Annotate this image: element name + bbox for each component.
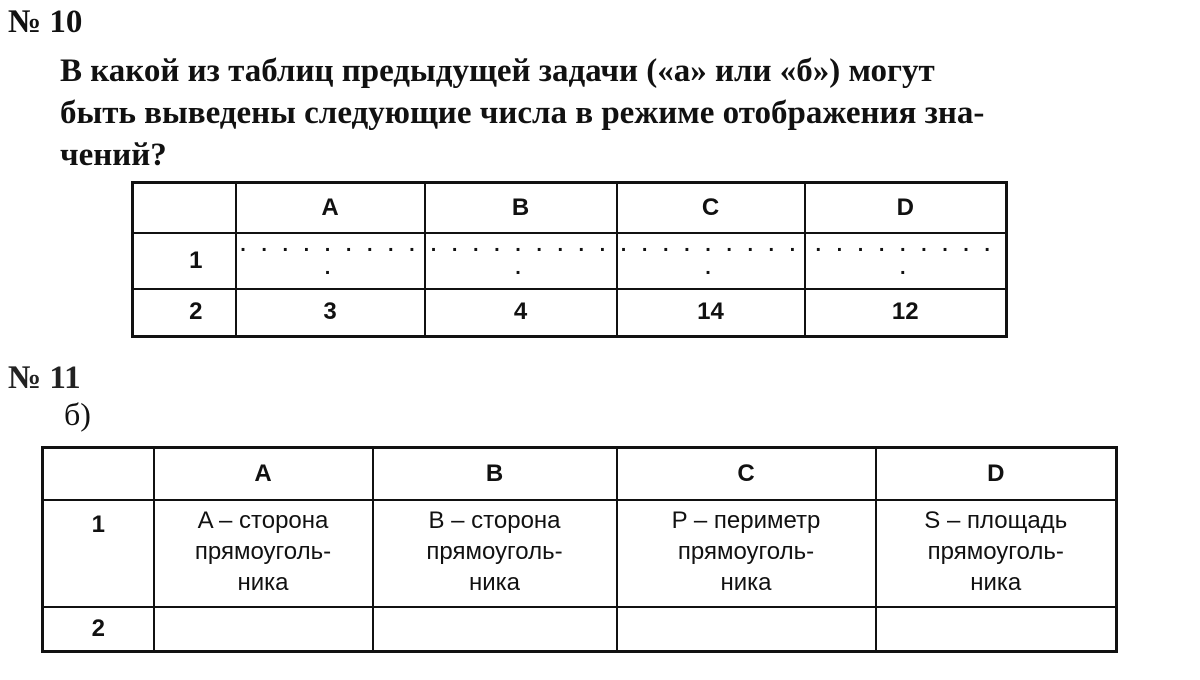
table-row: [43, 607, 1117, 652]
value-cell: 3: [236, 289, 425, 337]
description-cell-d: [876, 500, 1117, 607]
corner-cell: [133, 183, 236, 233]
column-header-a: A: [154, 448, 373, 500]
cell-line: прямоуголь-: [194, 537, 332, 565]
cell-line: P – периметр: [671, 506, 821, 534]
empty-cell: [876, 607, 1117, 652]
column-header-c: C: [617, 183, 805, 233]
row-label: 2: [43, 607, 154, 652]
problem-text-line: быть выведены следующие числа в режиме отображения зна-: [60, 95, 985, 131]
next-problem-number: № 11: [8, 360, 81, 396]
cell-line: ника: [237, 568, 289, 596]
description-cell-a: [154, 500, 373, 607]
empty-cell: [154, 607, 373, 652]
row-label: 1: [133, 233, 236, 289]
problem-text-line: В какой из таблиц предыдущей задачи («а» или «б») могут: [60, 53, 935, 89]
cell-line: ника: [970, 568, 1022, 596]
placeholder-cell: . . . . . . . . . .: [236, 233, 425, 289]
row-label: 1: [43, 500, 154, 607]
table-header-row: [43, 448, 1117, 500]
column-header-d: D: [805, 183, 1007, 233]
cell-line: A – сторона: [197, 506, 329, 534]
problem-text: [60, 50, 1180, 176]
description-cell-c: [617, 500, 876, 607]
variant-label: б): [64, 396, 91, 432]
column-header-a: A: [236, 183, 425, 233]
placeholder-cell: . . . . . . . . . .: [617, 233, 805, 289]
column-header-d: D: [876, 448, 1117, 500]
cell-line: ника: [720, 568, 772, 596]
cell-line: прямоуголь-: [677, 537, 815, 565]
cell-line: прямоуголь-: [927, 537, 1064, 565]
value-cell: 12: [805, 289, 1007, 337]
empty-cell: [373, 607, 617, 652]
description-cell-b: [373, 500, 617, 607]
value-cell: 4: [425, 289, 617, 337]
problem-number: № 10: [8, 4, 83, 40]
next-problem-heading-cutoff: [8, 360, 208, 396]
value-cell: 14: [617, 289, 805, 337]
column-header-b: B: [373, 448, 617, 500]
column-header-b: B: [425, 183, 617, 233]
placeholder-cell: . . . . . . . . . .: [805, 233, 1007, 289]
cell-line: ника: [468, 568, 521, 596]
cell-line: B – сторона: [428, 506, 561, 534]
cell-line: S – площадь: [924, 506, 1068, 534]
table-row: [43, 500, 1117, 607]
cell-line: прямоуголь-: [426, 537, 563, 565]
empty-cell: [617, 607, 876, 652]
row-label: 2: [133, 289, 236, 337]
table-row: [133, 289, 1007, 337]
placeholder-cell: . . . . . . . . . .: [425, 233, 617, 289]
corner-cell: [43, 448, 154, 500]
table-header-row: [133, 183, 1007, 233]
values-table: [131, 181, 1008, 338]
column-header-c: C: [617, 448, 876, 500]
table-row: [133, 233, 1007, 289]
problem-text-line: чений?: [60, 137, 167, 173]
rectangle-table: [41, 446, 1118, 653]
